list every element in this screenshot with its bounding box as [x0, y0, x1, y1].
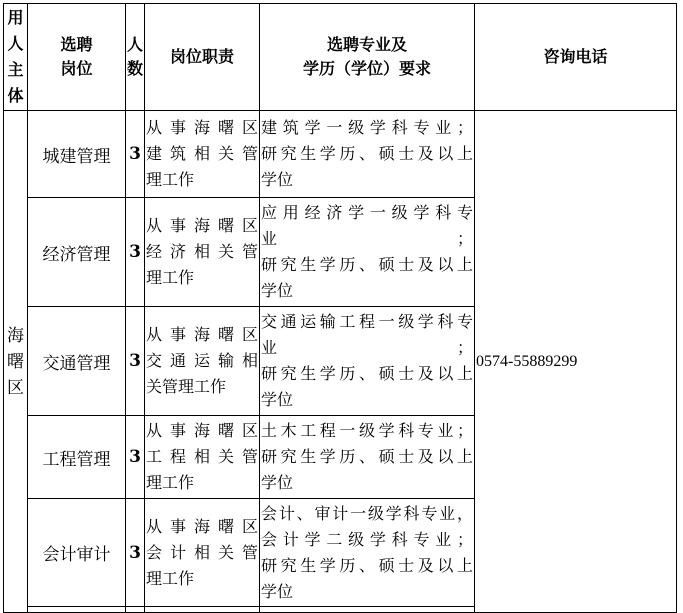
- header-requirement: 选聘专业及 学历（学位）要求: [260, 4, 475, 111]
- duty-cell: 从事海曙区 经济相关管 理工作: [145, 198, 260, 307]
- position-cell: 会计审计: [28, 499, 126, 607]
- unit-name-cell: 海 曙 区: [4, 111, 28, 613]
- count-cell: 3: [126, 111, 145, 198]
- header-count: 人 数: [126, 4, 145, 111]
- duty-cell: 从事海曙区 工程相关管 理工作: [145, 416, 260, 499]
- empty-cell: [260, 607, 475, 613]
- header-duty: 岗位职责: [145, 4, 260, 111]
- count-cell: 3: [126, 198, 145, 307]
- header-unit: 用 人 主 体: [4, 4, 28, 111]
- position-cell: 经济管理: [28, 198, 126, 307]
- empty-cell: [126, 607, 145, 613]
- position-cell: 工程管理: [28, 416, 126, 499]
- header-position: 选聘 岗位: [28, 4, 126, 111]
- header-row: [4, 4, 677, 111]
- empty-cell: [28, 607, 126, 613]
- header-phone: 咨询电话: [475, 4, 677, 111]
- requirement-cell: 应用经济学一级学科专 业； 研究生学历、硕士及以上 学位: [260, 198, 475, 307]
- recruitment-table: [3, 3, 677, 613]
- position-cell: 交通管理: [28, 307, 126, 416]
- empty-cell: [145, 607, 260, 613]
- phone-cell: 0574-55889299: [475, 111, 677, 613]
- duty-cell: 从事海曙区 建筑相关管 理工作: [145, 111, 260, 198]
- duty-cell: 从事海曙区 会计相关管 理工作: [145, 499, 260, 607]
- requirement-cell: 会计、审计一级学科专业， 会计学二级学科专业； 研究生学历、硕士及以上 学位: [260, 499, 475, 607]
- count-cell: 3: [126, 499, 145, 607]
- duty-cell: 从事海曙区 交通运输相 关管理工作: [145, 307, 260, 416]
- requirement-cell: 土木工程一级学科专业； 研究生学历、硕士及以上 学位: [260, 416, 475, 499]
- count-cell: 3: [126, 416, 145, 499]
- position-cell: 城建管理: [28, 111, 126, 198]
- table-row: [4, 111, 677, 198]
- count-cell: 3: [126, 307, 145, 416]
- requirement-cell: 建筑学一级学科专业； 研究生学历、硕士及以上 学位: [260, 111, 475, 198]
- requirement-cell: 交通运输工程一级学科专 业； 研究生学历、硕士及以上 学位: [260, 307, 475, 416]
